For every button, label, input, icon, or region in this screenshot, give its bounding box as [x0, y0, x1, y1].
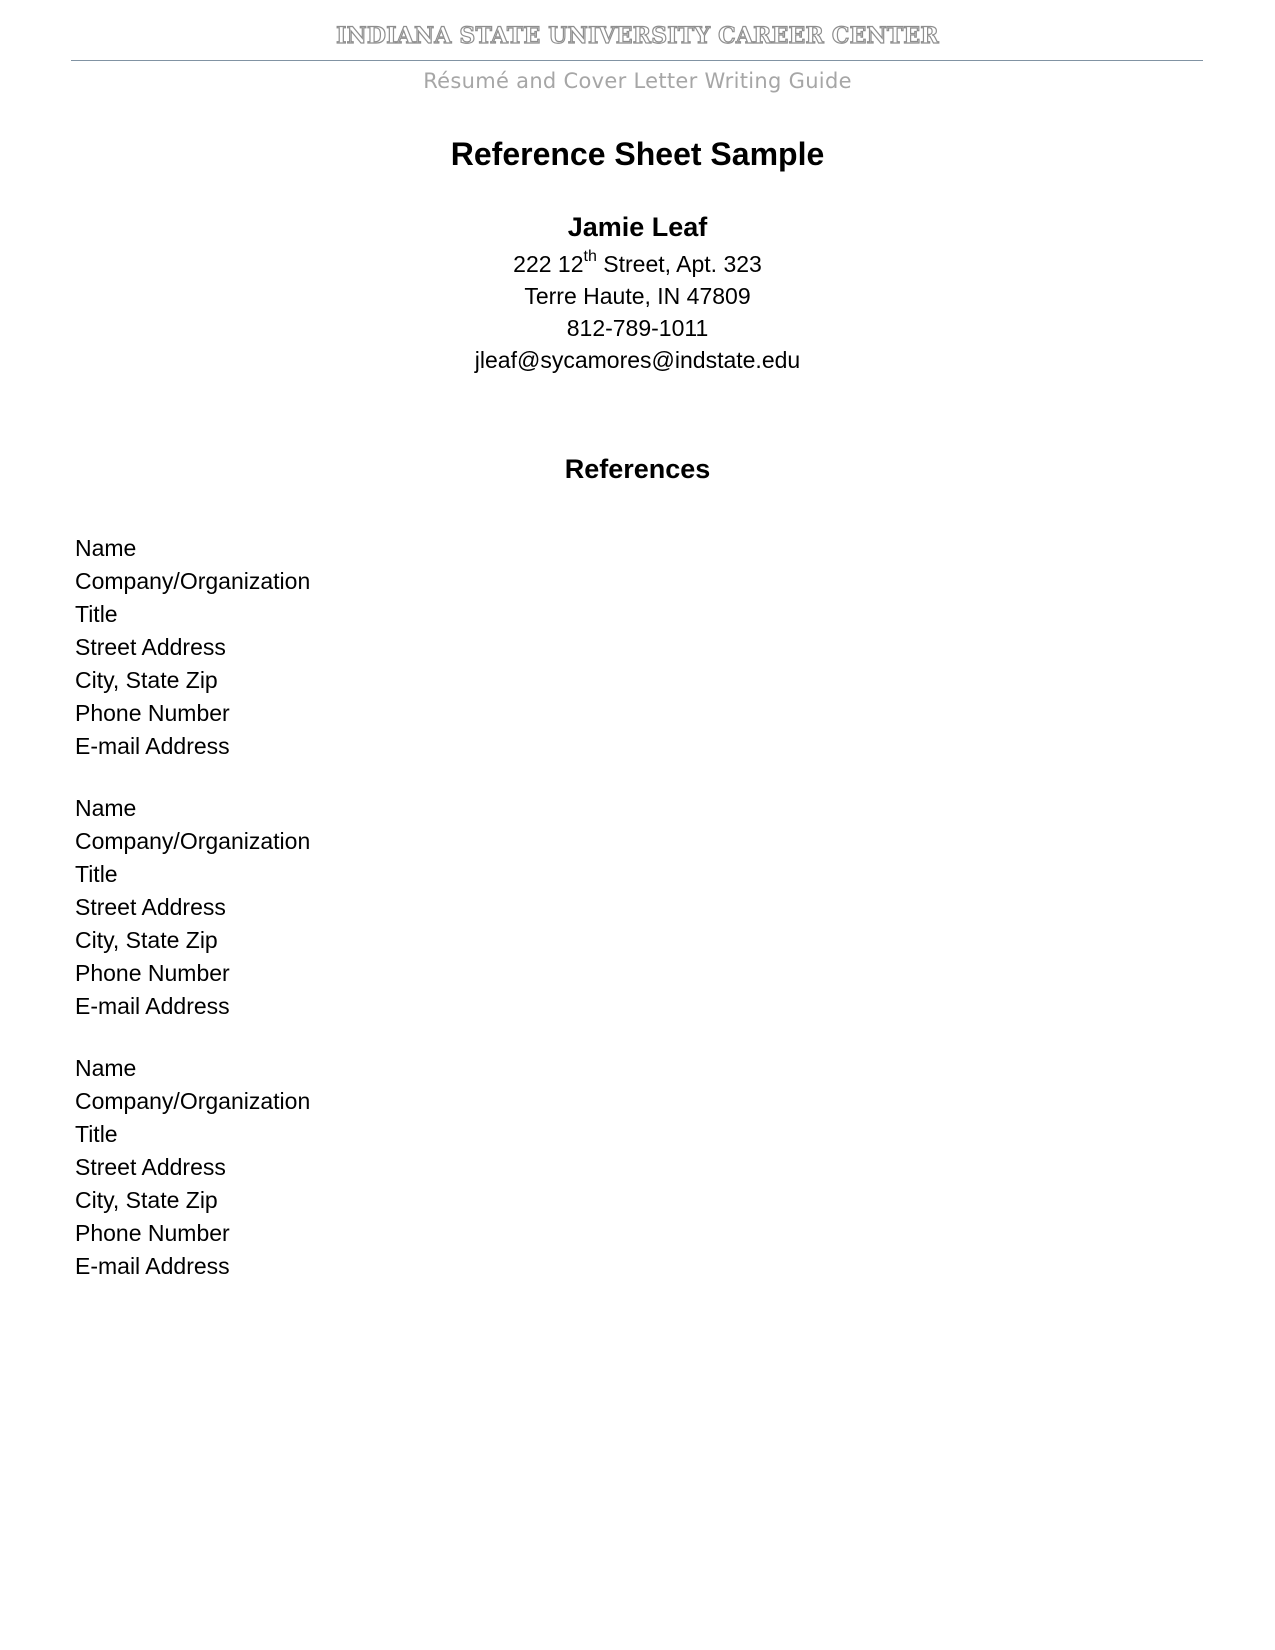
reference-entry-1	[75, 532, 575, 763]
header-organization: INDIANA STATE UNIVERSITY CAREER CENTER	[336, 23, 939, 49]
reference-title: Title	[75, 601, 118, 627]
reference-title: Title	[75, 861, 118, 887]
contact-street-rest: Street, Apt. 323	[596, 251, 762, 277]
contact-phone: 812-789-1011	[566, 315, 709, 341]
reference-phone: Phone Number	[75, 1220, 230, 1246]
contact-email: jleaf@sycamores@indstate.edu	[474, 347, 801, 373]
contact-name: Jamie Leaf	[567, 212, 708, 242]
contact-city-state-zip: Terre Haute, IN 47809	[524, 283, 751, 309]
reference-email: E-mail Address	[75, 993, 230, 1019]
reference-company: Company/Organization	[75, 1088, 311, 1114]
reference-phone: Phone Number	[75, 960, 230, 986]
reference-name: Name	[75, 535, 137, 561]
reference-title: Title	[75, 1121, 118, 1147]
reference-phone: Phone Number	[75, 700, 230, 726]
reference-company: Company/Organization	[75, 828, 311, 854]
reference-company: Company/Organization	[75, 568, 311, 594]
reference-entry-2	[75, 792, 575, 1023]
header-guide-title: Résumé and Cover Letter Writing Guide	[423, 69, 852, 93]
reference-entry-3	[75, 1052, 575, 1283]
reference-city-state-zip: City, State Zip	[75, 1187, 218, 1213]
contact-street	[0, 248, 1275, 280]
reference-name: Name	[75, 1055, 137, 1081]
reference-city-state-zip: City, State Zip	[75, 927, 218, 953]
contact-street-superscript: th	[583, 248, 597, 265]
reference-city-state-zip: City, State Zip	[75, 667, 218, 693]
contact-block	[0, 210, 1275, 376]
reference-name: Name	[75, 795, 137, 821]
reference-street: Street Address	[75, 894, 226, 920]
document-title: Reference Sheet Sample	[450, 136, 825, 172]
page-header	[0, 0, 1275, 100]
header-divider	[71, 60, 1203, 61]
reference-street: Street Address	[75, 634, 226, 660]
contact-street-number: 222 12	[513, 251, 584, 277]
references-heading: References	[564, 454, 711, 484]
reference-email: E-mail Address	[75, 1253, 230, 1279]
reference-email: E-mail Address	[75, 733, 230, 759]
reference-street: Street Address	[75, 1154, 226, 1180]
